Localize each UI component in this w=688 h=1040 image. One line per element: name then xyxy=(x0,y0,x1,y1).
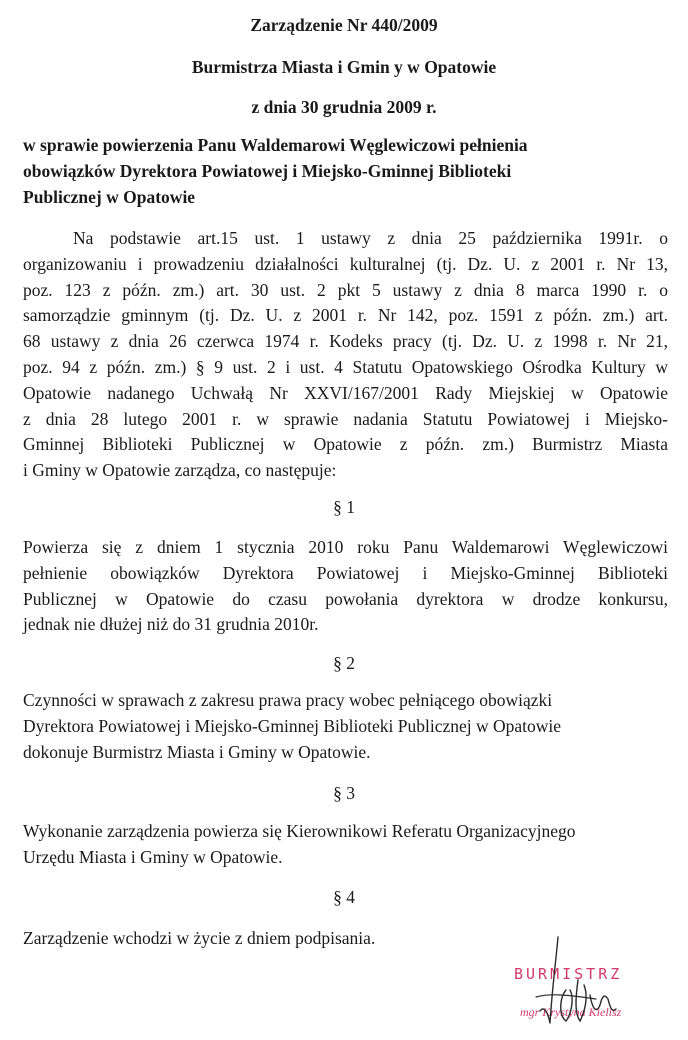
stamp-title: BURMISTRZ xyxy=(514,965,623,983)
section-3-paragraph xyxy=(23,819,668,871)
preamble-line: samorządzie gminnym (tj. Dz. U. z 2001 r. Nr 142, poz. 1591 z późn. zm.) art. xyxy=(23,305,668,326)
preamble-line: i Gminy w Opatowie zarządza, co następuje: xyxy=(23,460,337,481)
section-mark-3: § 3 xyxy=(333,783,355,803)
section-line: pełnienie obowiązków Dyrektora Powiatowej i Miejsko-Gminnej Biblioteki xyxy=(23,562,668,583)
issuer-heading: Burmistrza Miasta i Gmin y w Opatowie xyxy=(191,57,497,77)
section-line: Powierza się z dniem 1 stycznia 2010 roku Panu Waldemarowi Węglewiczowi xyxy=(23,537,668,557)
section-line: Urzędu Miasta i Gminy w Opatowie. xyxy=(23,846,283,867)
preamble-line: z dnia 28 lutego 2001 r. w sprawie nadania Statutu Powiatowej i Miejsko- xyxy=(23,408,668,429)
section-line: Wykonanie zarządzenia powierza się Kierownikowi Referatu Organizacyjnego xyxy=(23,821,576,841)
section-line: Publicznej w Opatowie do czasu powołania dyrektora w drodze konkursu, xyxy=(23,588,668,609)
preamble-line: Na podstawie art.15 ust. 1 ustawy z dnia 25 października 1991r. o xyxy=(73,228,668,248)
mayor-stamp xyxy=(500,935,660,1035)
section-line: Czynności w sprawach z zakresu prawa pracy wobec pełniącego obowiązki xyxy=(23,690,553,710)
section-line: Dyrektora Powiatowej i Miejsko-Gminnej Biblioteki Publicznej w Opatowie xyxy=(23,715,562,736)
preamble-line: poz. 94 z późn. zm.) § 9 ust. 2 i ust. 4 Statutu Opatowskiego Ośrodka Kultury w xyxy=(23,356,668,377)
section-2-paragraph xyxy=(23,688,668,765)
subject-block xyxy=(23,132,633,210)
preamble-line: organizowaniu i prowadzeniu działalności kulturalnej (tj. Dz. U. z 2001 r. Nr 13, xyxy=(23,253,668,274)
section-line: dokonuje Burmistrz Miasta i Gminy w Opatowie. xyxy=(23,741,371,762)
preamble-line: 68 ustawy z dnia 26 czerwca 1974 r. Kodeks pracy (tj. Dz. U. z 1998 r. Nr 21, xyxy=(23,331,668,352)
section-mark-1: § 1 xyxy=(333,497,355,517)
section-mark-4: § 4 xyxy=(333,887,355,907)
preamble-line: poz. 123 z późn. zm.) art. 30 ust. 2 pkt 5 ustawy z dnia 8 marca 1990 r. o xyxy=(23,279,668,300)
subject-line: obowiązków Dyrektora Powiatowej i Miejsko-Gminnej Biblioteki xyxy=(23,161,512,181)
preamble-line: Gminnej Biblioteki Publicznej w Opatowie z późn. zm.) Burmistrz Miasta xyxy=(23,434,668,455)
section-mark-2: § 2 xyxy=(333,653,355,673)
subject-line: Publicznej w Opatowie xyxy=(23,187,196,207)
preamble-paragraph xyxy=(23,226,668,484)
section-1-paragraph xyxy=(23,535,668,638)
section-line: jednak nie dłużej niż do 31 grudnia 2010r. xyxy=(23,614,319,635)
subject-line: w sprawie powierzenia Panu Waldemarowi Węglewiczowi pełnienia xyxy=(23,135,528,155)
date-heading: z dnia 30 grudnia 2009 r. xyxy=(251,97,437,117)
preamble-line: Opatowie nadanego Uchwałą Nr XXVI/167/2001 Rady Miejskiej w Opatowie xyxy=(23,382,668,403)
section-line: Zarządzenie wchodzi w życie z dniem podpisania. xyxy=(23,928,376,948)
handwritten-signature xyxy=(500,935,660,1035)
document-title: Zarządzenie Nr 440/2009 xyxy=(250,15,438,35)
stamp-name: mgr Krystyna Kielisz xyxy=(520,1005,622,1019)
